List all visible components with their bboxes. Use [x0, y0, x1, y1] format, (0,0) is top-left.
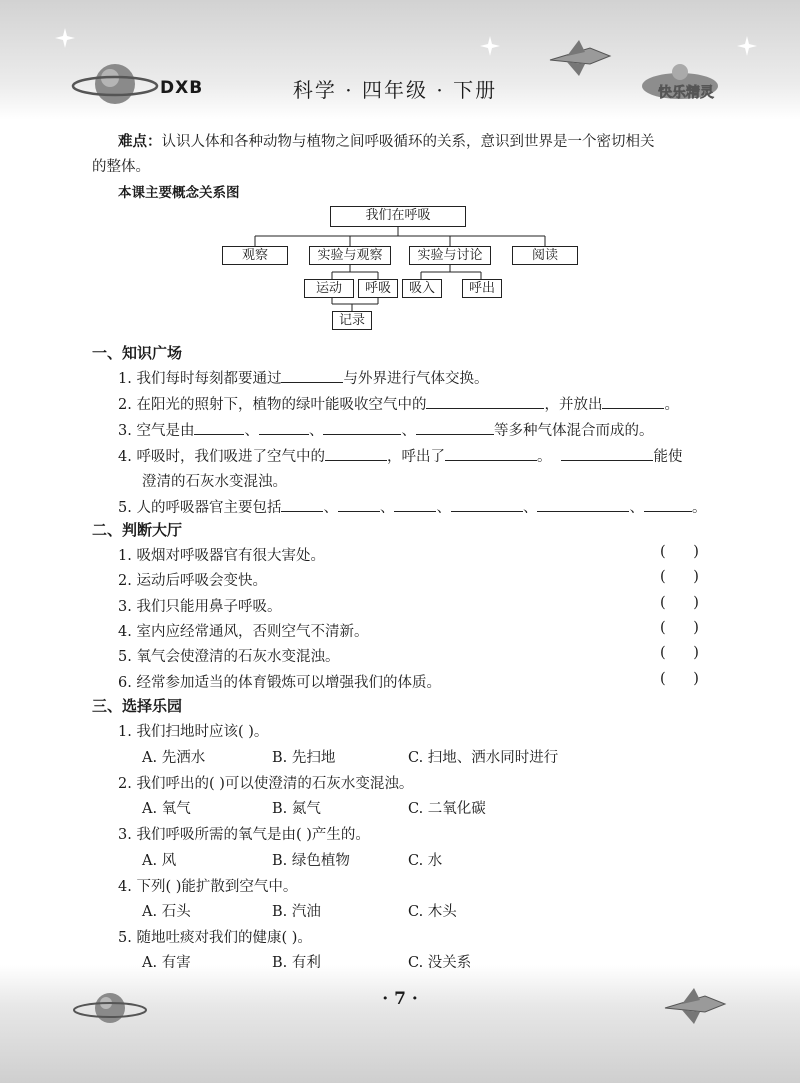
spaceship-icon	[660, 988, 730, 1028]
concept-breathing: 呼吸	[358, 279, 398, 298]
concept-root: 我们在呼吸	[330, 206, 466, 227]
planet-icon	[70, 985, 150, 1030]
concept-observe: 观察	[222, 246, 288, 265]
judge-item: 3. 我们只能用鼻子呼吸。	[118, 599, 282, 615]
answer-parentheses[interactable]: ( )	[660, 671, 699, 687]
fill-question-4: 4. 呼吸时，我们吸进了空气中的 ，呼出了 。 能使	[118, 445, 682, 466]
judge-item: 1. 吸烟对呼吸器官有很大害处。	[118, 548, 325, 564]
concept-experiment-observe: 实验与观察	[309, 246, 391, 265]
answer-blank[interactable]	[451, 497, 523, 512]
concept-map-title: 本课主要概念关系图	[118, 185, 240, 201]
choice-option-b[interactable]: B. 汽油	[272, 904, 321, 920]
choice-option-a[interactable]: A. 先洒水	[142, 750, 206, 766]
judge-item: 6. 经常参加适当的体育锻炼可以增强我们的体质。	[118, 675, 441, 691]
concept-record: 记录	[332, 311, 372, 330]
fill-question-1: 1. 我们每时每刻都要通过 与外界进行气体交换。	[118, 367, 488, 388]
choice-option-a[interactable]: A. 有害	[142, 955, 191, 971]
difficulty-label: 难点：	[118, 133, 162, 150]
section-title: 三、选择乐园	[92, 697, 183, 715]
choice-option-c[interactable]: C. 二氧化碳	[408, 801, 486, 817]
answer-parentheses[interactable]: ( )	[660, 569, 699, 585]
answer-blank[interactable]	[602, 394, 664, 409]
choice-option-b[interactable]: B. 绿色植物	[272, 853, 350, 869]
choice-option-a[interactable]: A. 氧气	[142, 801, 191, 817]
answer-blank[interactable]	[281, 368, 343, 383]
mascot-text: 快乐精灵	[658, 85, 714, 101]
choice-question: 5. 随地吐痰对我们的健康( )。	[118, 930, 312, 946]
answer-blank[interactable]	[194, 420, 244, 435]
concept-experiment-discuss: 实验与讨论	[409, 246, 491, 265]
answer-parentheses[interactable]: ( )	[660, 620, 699, 636]
answer-blank[interactable]	[338, 497, 380, 512]
answer-blank[interactable]	[561, 446, 653, 461]
answer-blank[interactable]	[281, 497, 323, 512]
series-code: DXB	[160, 78, 204, 98]
answer-blank[interactable]	[644, 497, 692, 512]
fill-question-4-cont: 澄清的石灰水变混浊。	[142, 474, 287, 490]
answer-blank[interactable]	[537, 497, 629, 512]
choice-option-b[interactable]: B. 先扫地	[272, 750, 336, 766]
choice-option-b[interactable]: B. 氮气	[272, 801, 321, 817]
answer-blank[interactable]	[416, 420, 494, 435]
choice-option-b[interactable]: B. 有利	[272, 955, 321, 971]
judge-item: 4. 室内应经常通风，否则空气不清新。	[118, 624, 369, 640]
difficulty-line-2: 的整体。	[92, 159, 150, 175]
concept-reading: 阅读	[512, 246, 578, 265]
choice-question: 3. 我们呼吸所需的氧气是由( )产生的。	[118, 827, 370, 843]
concept-exhale: 呼出	[462, 279, 502, 298]
choice-option-a[interactable]: A. 石头	[142, 904, 191, 920]
concept-inhale: 吸入	[402, 279, 442, 298]
choice-question: 4. 下列( )能扩散到空气中。	[118, 879, 298, 895]
choice-question: 1. 我们扫地时应该( )。	[118, 724, 269, 740]
choice-option-c[interactable]: C. 水	[408, 853, 443, 869]
page-title: 科学 · 四年级 · 下册	[292, 78, 498, 102]
answer-parentheses[interactable]: ( )	[660, 645, 699, 661]
answer-blank[interactable]	[259, 420, 309, 435]
section-title: 二、判断大厅	[92, 521, 183, 539]
judge-item: 2. 运动后呼吸会变快。	[118, 573, 267, 589]
choice-option-c[interactable]: C. 没关系	[408, 955, 472, 971]
choice-option-c[interactable]: C. 木头	[408, 904, 457, 920]
section-title: 一、知识广场	[92, 344, 183, 362]
fill-question-3: 3. 空气是由 、 、 、 等多种气体混合而成的。	[118, 419, 653, 440]
answer-parentheses[interactable]: ( )	[660, 595, 699, 611]
answer-blank[interactable]	[323, 420, 401, 435]
judge-item: 5. 氧气会使澄清的石灰水变混浊。	[118, 649, 340, 665]
answer-blank[interactable]	[426, 394, 544, 409]
choice-option-c[interactable]: C. 扫地、洒水同时进行	[408, 750, 559, 766]
answer-blank[interactable]	[445, 446, 537, 461]
choice-option-a[interactable]: A. 风	[142, 853, 177, 869]
choice-question: 2. 我们呼出的( )可以使澄清的石灰水变混浊。	[118, 776, 414, 792]
concept-exercise: 运动	[304, 279, 354, 298]
fill-question-5: 5. 人的呼吸器官主要包括 、 、 、 、 、 。	[118, 496, 706, 517]
answer-blank[interactable]	[325, 446, 387, 461]
answer-parentheses[interactable]: ( )	[660, 544, 699, 560]
answer-blank[interactable]	[394, 497, 436, 512]
difficulty-text: 认识人体和各种动物与植物之间呼吸循环的关系，意识到世界是一个密切相关	[161, 134, 655, 150]
fill-question-2: 2. 在阳光的照射下，植物的绿叶能吸收空气中的 ，并放出 。	[118, 393, 679, 414]
page-number: · 7 ·	[382, 989, 418, 1009]
